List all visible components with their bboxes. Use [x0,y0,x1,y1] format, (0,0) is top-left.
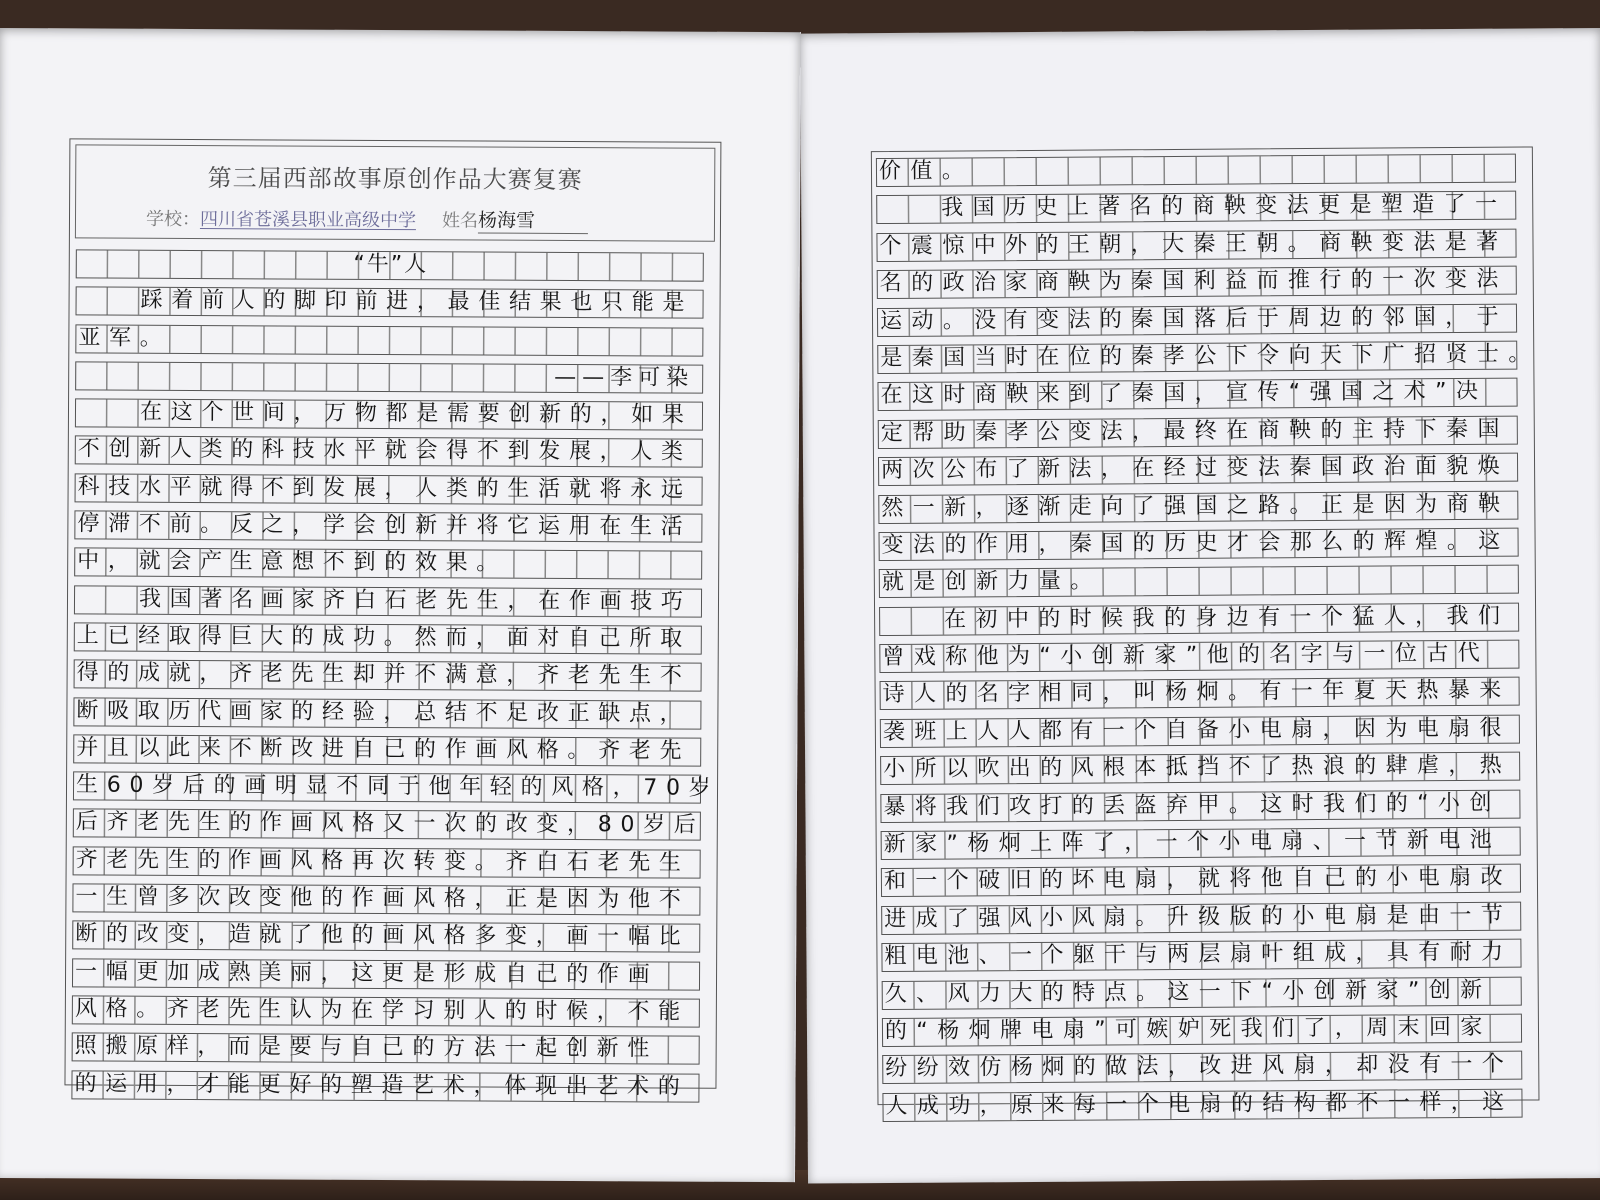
grid-row: 运动。没有变法的秦国落后于周边的邻国，于 [877,303,1517,336]
right-writing-grid [876,154,1540,1131]
quote-attribution-row [75,361,703,393]
essay-title: “牛”人 [353,251,429,278]
grid-row: 然一新，逐渐走向了强国之路。正是因为商鞅 [878,490,1518,523]
grid-row: 不创新人类的科技水平就会得不到发展，人类 [75,436,703,468]
grid-row: 两次公布了新法，在经过变法秦国政治面貌焕 [878,453,1518,486]
grid-row: 定帮助秦孝公变法，最终在商鞅的主持下秦国 [878,415,1518,448]
grid-row: 齐老先生的作画风格再次转变。齐白石老先生 [73,846,701,878]
grid-row: 曾戏称他为“小创新家”他的名字与一位古代 [879,640,1519,673]
left-sheet [0,28,801,1182]
grid-row: 的“杨炯牌电扇”可嫉妒死我们了，周末回家 [882,1014,1522,1047]
author-name: 杨海雪 [478,206,588,235]
right-sheet [800,28,1600,1184]
grid-row: 变法的作用，秦国的历史才会那么的辉煌。这 [879,527,1519,560]
grid-row: 在这个世间，万物都是需要创新的，如果 [75,399,703,431]
grid-row: 风格。齐老先生认为在学习别人的时候，不能 [72,995,700,1027]
grid-row: 袭班上人人都有一个自备小电扇，因为电扇很 [880,714,1520,747]
grid-row: 中，就会产生意想不到的效果。 [74,548,702,580]
grid-row: 得的成就，齐老先生却并不满意，齐老先生不 [74,660,702,692]
contest-title: 第三届西部故事原创作品大赛复赛 [207,164,583,195]
grid-row: 一生曾多次改变他的作画风格，正是因为他不 [72,883,700,915]
grid-row: 并且以此来不断改进自己的作画风格。齐老先 [73,734,701,766]
grid-row: 个震惊中外的王朝，大秦王朝。商鞅变法是著 [876,228,1516,261]
essay-title-row [76,249,704,281]
grid-row: 久、风力大的特点。这一下“小创新家”创新 [882,976,1522,1009]
grid-row: 是秦国当时在位的秦孝公下令向天下广招贤士。 [877,341,1517,374]
quote-attribution: ——李可染 [554,364,695,391]
left-page-frame [64,138,721,1100]
grid-row: 在初中的时候我的身边有一个猛人，我们 [879,602,1519,635]
school-name-row [146,204,588,234]
name-label: 姓名 [441,210,479,232]
grid-row: 诗人的名字相同，叫杨炯。有一年夏天热暴来 [880,677,1520,710]
grid-row: 后齐老先生的作画风格又一次的改变，80岁后 [73,809,701,841]
grid-row: 新家”杨炯上阵了，一个小电扇、一节新电池 [881,827,1521,860]
grid-row: 小所以吹出的风根本抵挡不了热浪的肆虐，热 [880,752,1520,785]
grid-row: 暴将我们攻打的丢盔弃甲。这时我们的“小创 [880,789,1520,822]
grid-row: 和一个破旧的坏电扇，就将他自己的小电扇改 [881,864,1521,897]
grid-row: 纷纷效仿杨炯的做法，改进风扇，却没有一个 [882,1051,1522,1084]
grid-row: 停滞不前。反之，学会创新并将它运用在生活 [74,510,702,542]
grid-row: 亚军。 [75,324,703,356]
grid-row: 名的政治家商鞅为秦国利益而推行的一次变法 [877,266,1517,299]
entry-header [75,144,715,241]
grid-row: 上已经取得巨大的成功。然而，面对自己所取 [74,622,702,654]
grid-row: 在这时商鞅来到了秦国，宣传“强国之术”决 [877,378,1517,411]
grid-row: 人成功，原来每一个电扇的结构都不一样，这 [882,1088,1522,1121]
grid-row: 生60岁后的画明显不同于他年轻的风格，70岁 [73,772,701,804]
grid-row: 断吸取历代画家的经验，总结不足改正缺点， [73,697,701,729]
grid-row: 粗电池、一个躯干与两层扇叶组成，具有耐力 [881,939,1521,972]
grid-row: 就是创新力量。 [879,565,1519,598]
school-value: 四川省苍溪县职业高级中学 [199,209,417,232]
grid-row: 进成了强风小风扇。升级版的小电扇是由一节 [881,901,1521,934]
grid-row: 我国历史上著名的商鞅变法更是塑造了一 [876,191,1516,224]
grid-row: 踩着前人的脚印前进，最佳结果也只能是 [75,287,703,319]
grid-row: 断的改变，造就了他的画风格多变，画一幅比 [72,921,700,953]
grid-row: 价值。 [876,154,1516,187]
grid-row: 我国著名画家齐白石老先生，在作画技巧 [74,585,702,617]
grid-row: 照搬原样，而是要与自己的方法一起创新性 [72,1033,700,1065]
grid-row: 的运用，才能更好的塑造艺术，体现出艺术的 [71,1070,699,1102]
grid-row: 一幅更加成熟美丽，这更是形成自己的作画 [72,958,700,990]
grid-row: 科技水平就得不到发展，人类的生活就将永远 [75,473,703,505]
left-writing-grid [71,249,720,1110]
school-label: 学校： [145,208,201,231]
